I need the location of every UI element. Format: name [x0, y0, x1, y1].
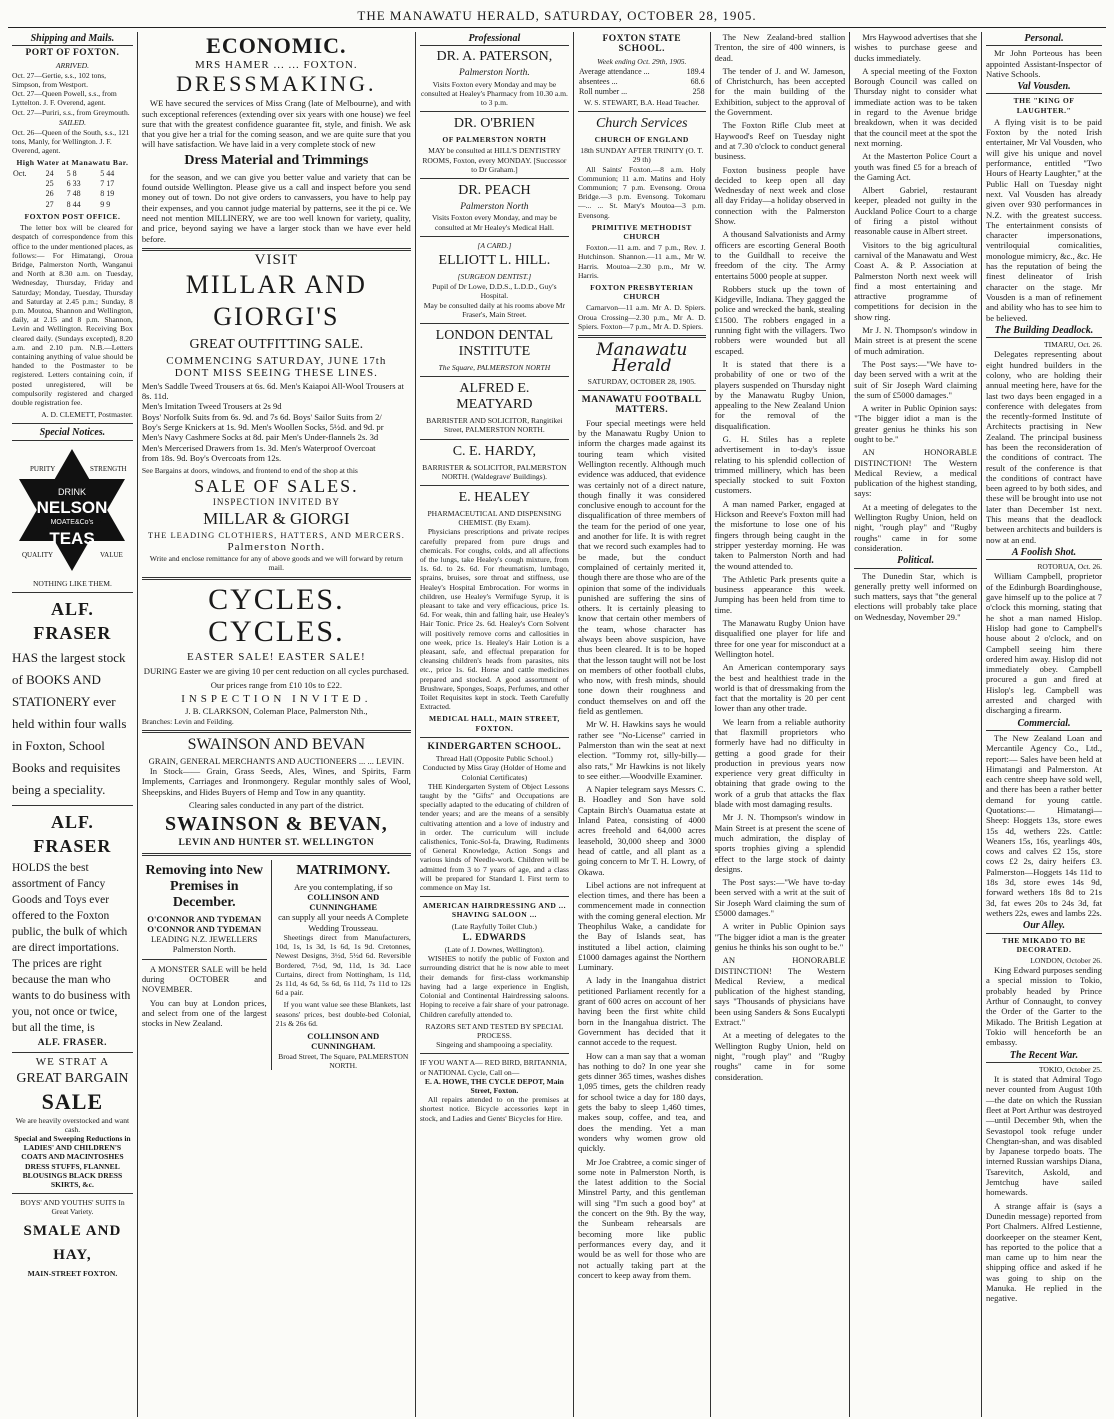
news-item: An American contemporary says the best and healthiest trade in the world is that of dressmaking from the fact that the mortality is 20 per cent lower than any other trade. [714, 662, 846, 714]
collinson: COLLINSON AND CUNNINGHAME [307, 891, 380, 913]
tea-footer: NOTHING LIKE THEM. [32, 578, 112, 588]
mikado-heading: THE MIKADO TO BE DECORATED. [1002, 935, 1086, 954]
church-england: CHURCH OF ENGLAND [594, 134, 689, 144]
clothiers: THE LEADING CLOTHIERS, HATTERS, AND MERCERS. [147, 529, 405, 540]
news-item: We learn from a reliable authority that flaxmill proprietors who formerly have had no difficulty in getting a good grade for their production in previous years now experience very great difficulty in obtaining that grade owing to the work of a grub that attacks the flax blade with most damaging results. [714, 716, 846, 810]
column-7 [982, 32, 1106, 1417]
news-item: A man named Parker, engaged at Hickson and Reeve's Foxton mill had the misfortune to lose one of his fingers through being caught in the stripper yesterday morning. He was taken to Palmerston North and had the wound attended to. [714, 498, 846, 571]
tea-teas: TEAS [49, 528, 96, 548]
tide-heading: High Water at Manawatu Bar. [16, 157, 129, 167]
crabtree-note: Mr Joe Crabtree, a comic singer of some note in Palmerston North, is the latest addition to the Social Minstrel Party, and this gentleman will sing "I'm such a good boy" at the concert on the 9th. By the way, the Sunbeam rehearsals are becoming more like public performances every day, and it would be as well for those who are not actually taking part at the concert to keep away from them. [577, 1156, 706, 1280]
dress-material: Dress Material and Trimmings [184, 152, 369, 168]
foolish-shot-heading: A Foolish Shot. [986, 548, 1102, 560]
tea-sub: MOATE&Co's [51, 518, 94, 526]
bargains-line: See Bargains at doors, windows, and frontend to end of the shop at this [141, 466, 358, 476]
razors: RAZORS SET AND TESTED BY SPECIAL PROCESS. [425, 1021, 564, 1040]
column-6 [850, 32, 982, 1417]
news-item: The Manawatu Rugby Union have disqualified one player for life and three for one year for misconduct at a Wellington hotel. [714, 618, 846, 659]
visit-label: VISIT [254, 251, 298, 268]
obrien-text: MAY be consulted at HILL'S DENTISTRY ROOMS, Foxton, every MONDAY. [Successor to Dr Graham.] [422, 146, 567, 174]
smale-hay: SMALE AND HAY, [23, 1222, 122, 1263]
herald-date: SATURDAY, OCTOBER 28, 1905. [587, 376, 696, 386]
oconnor-tydeman: O'CONNOR AND TYDEMAN O'CONNOR AND TYDEMAN [147, 913, 262, 934]
news-item: At a meeting of delegates to the Wellington Rugby Union, held on night, "rough play" and "Rugby roughs" came in for some consideration. [854, 501, 977, 553]
personal-heading: Personal. [986, 34, 1102, 46]
paterson-text: Visits Foxton every Monday and may be consulted at Healey's Pharmacy from 10.30 a.m. to 3 p.m. [420, 79, 568, 107]
news-item: The New Zealand-bred stallion Trenton, the sire of 400 winners, is dead. [714, 32, 846, 63]
bargain-a: WE STRAT A [35, 1056, 110, 1069]
attendance-row: Roll number ... 258 [578, 87, 705, 97]
obrien-pn: OF PALMERSTON NORTH [442, 135, 547, 145]
attendance-table [578, 67, 706, 98]
dr-peach: DR. PEACH [458, 183, 531, 199]
king-laughter: THE "KING OF LAUGHTER." [1013, 96, 1075, 115]
removing-notice: Removing into New Premises in December. [145, 862, 263, 910]
tea-purity: PURITY [30, 464, 56, 473]
trinity: 18th SUNDAY AFTER TRINITY (O. T. 29 th) [580, 146, 704, 165]
kg-address: Thread Hall (Opposite Public School.) [435, 754, 553, 764]
news-item: Mrs Haywood advertises that she wishes to purchase geese and ducks immediately. [854, 32, 977, 63]
news-item: The Post says:—"We have to-day been served with a writ at the suit of Sir Joseph Ward claiming the sum of £5000 damages." [854, 358, 977, 400]
presbyterian: FOXTON PRESBYTERIAN CHURCH [590, 282, 694, 302]
arrival-2: Oct. 27—Puriri, s.s., from Greymouth. [12, 107, 130, 117]
swainson-bevan-title: SWAINSON AND BEVAN [187, 735, 366, 753]
kg-text: THE Kindergarten System of Object Lessons taught by the "Gifts" and Occupations are specially adapted to the educating of children of tender years; and are the means of a sensibly cultivating attention and a love of industry and in order. The curriculum will include calisthenics, Tonic-Sol-fa, Drawing, Rudiments of General Knowledge, Action Songs and various kinds of Needle-work. Children will be admitted from 3 to 7 years of age, and a class will be prepared for Standard I. First term to commence on May 1st. [419, 781, 569, 892]
hair-sub: (Late Rayfully Toilet Club.) [451, 921, 537, 931]
deadlock-text: Delegates representing about eight hundred builders in the colony, who are holding their annual meeting here, have for the last two days been engaged in a conference with delegates from the recently-formed Institute of Architects practising in New Zealand. The principal business has been the reconsideration of the conditions of contract. The result of the conference is that the conditions of contract have been agreed to by both sides, and these will be brought into use not later than December 1st next. This means that the deadlock between architects and builders is now at an end. [986, 349, 1102, 545]
sale-lines [142, 381, 411, 463]
news-item: G. H. Stiles has a replete advertisement in to-day's issue relating to his splendid collection of trimmed millinery, which has been specially stocked to suit Foxton customers. [714, 433, 846, 496]
collinson-2: COLLINSON AND CUNNINGHAM. [307, 1031, 380, 1052]
collinson-address: Broad Street, The Square, PALMERSTON NORTH. [278, 1051, 409, 1070]
personal-text: Mr John Porteous has been appointed Assistant-Inspector of Native Schools. [986, 48, 1102, 79]
ldi-square: The Square, PALMERSTON NORTH [438, 362, 551, 372]
news-item: The tender of J. and W. Jameson, of Christchurch, has been accepted for the main building of the Exhibition, subject to the approval of the Government. [714, 65, 846, 118]
kg-by: Conducted by Miss Gray (Holder of Home and Colonial Certificates) [422, 763, 566, 782]
surgeon-dentist: [SURGEON DENTIST.] [457, 271, 532, 281]
ea-howe: E. A. HOWE, THE CYCLE DEPOT, Main Street, Foxton. [424, 1076, 564, 1095]
week-ending: Week ending Oct. 29th, 1905. [597, 56, 687, 66]
shipping-heading: Shipping and Mails. [12, 34, 133, 46]
nz-jewellers: LEADING N.Z. JEWELLERS [151, 934, 258, 945]
port-heading: PORT OF FOXTON. [25, 48, 120, 59]
meatyard: ALFRED E. MEATYARD [456, 381, 533, 413]
pres-text: Carnarvon—11 a.m. Mr A. D. Spiers. Oroua Crossing—2.30 p.m., Mr A. D. Spiers. Foxton—7 p.m., Mr A. D. Spiers. [577, 303, 706, 331]
tea-quality: QUALITY [22, 550, 54, 559]
news-item: A writer in Public Opinion says "The bigger idiot a man is the greater genius he thinks his son ought to be." [714, 921, 846, 952]
sale-line: Men's Navy Cashmere Socks at 8d. pair Men's Under-flannels 2s. 3d [141, 432, 379, 443]
howe-text: All repairs attended to on the premises at shortest notice. Bicycle accessories kept in stock, and Ladies and Gents' Bicycles for Hire. [419, 1095, 569, 1123]
alley-loc: LONDON, October 26. [1030, 955, 1102, 965]
val-text: A flying visit is to be paid Foxton by the noted Irish entertainer, Mr Val Vousden, who will give his unique and novel performance, entitled "Two Hours of Hearty Laughter," at the Public Hall on Tuesday night next. Val Vousden has already given over 930 performances in N.Z. with the greatest success. The entertainment consists of character impersonations, ventriloquial comicalities, monologue mimicry, &c., &c. He has the reputation of being the finest delineator of Irish character on the stage. Mr Vousden is a man of refinement and ability who has to see him to be believed. [986, 116, 1102, 323]
tea-drink: DRINK [58, 486, 87, 497]
paterson-pn: Palmerston North. [459, 68, 530, 79]
news-item: The Post says:—"We have to-day been served with a writ at the suit of Sir Joseph Ward claiming the sum of £5000 damages." [714, 877, 846, 919]
hawkins-note: Mr W. H. Hawkins says he would rather see "No-License" carried in Palmerston than win the seat at next election. "Tommy rot, silly-billy—also rats," Mr Hawkins is not likely to see either.—Woodville Examiner. [577, 719, 706, 781]
attendance-row: Average attendance ... 189.4 [578, 66, 705, 76]
recent-war-heading: The Recent War. [986, 1051, 1102, 1063]
matrimony-ad [272, 860, 411, 1071]
methodist: PRIMITIVE METHODIST CHURCH [591, 222, 692, 241]
outfitting-sale: GREAT OUTFITTING SALE. [189, 337, 364, 353]
tea-strength: STRENGTH [90, 464, 127, 473]
political-heading: Political. [854, 556, 977, 568]
war-text-2: A strange affair is (says a Dunedin message) reported from Port Chalmers. Alfred Lestienne, doorkeeper on the steamer Kent, has reported to the police that a man came up to him near the shipping office and asked if he was going to ship on the Manuka. He replied in the negative. [986, 1200, 1102, 1304]
attendance-row: absentees ... 68.6 [578, 77, 705, 87]
arrived-heading: ARRIVED. [55, 60, 89, 70]
special-notices-heading: Special Notices. [12, 428, 133, 440]
football-heading: MANAWATU FOOTBALL MATTERS. [581, 395, 702, 416]
swainson-stock: In Stock—— Grain, Grass Seeds, Ales, Wines, and Spirits, Farm Implements, Carriages and Ironmongery. Regular monthly sales of Wool, Sheepskins, and Hides Buyers of Hemp and Tow in any quantity. [141, 766, 411, 797]
shot-loc: ROTORUA, Oct. 26. [1037, 562, 1102, 572]
news-item: Visitors to the big agricultural carnival of the Manawatu and West Coast A. & P. Association at Palmerston North next week will find a most entertaining and attractive programme of competitions for decision in the show ring. [854, 239, 977, 322]
sailing-0: Oct. 26—Queen of the South, s.s., 121 tons, Manly, for Wellington. J. F. Overend, agent. [12, 128, 130, 156]
peach-text: Visits Foxton every Monday, and may be consulted at Mr Healey's Medical Hall. [431, 213, 557, 232]
oconnor-ad [142, 860, 272, 1071]
column-5 [711, 32, 851, 1417]
tea-value: VALUE [100, 550, 124, 559]
sale-line: from 18s. 9d. Boy's Overcoats from 12s. [141, 452, 282, 463]
sale-of-sales: SALE OF SALES. [194, 476, 359, 497]
war-text: It is stated that Admiral Togo never counted from August 10th—the date on which the Russian fleet at Port Arthur was destroyed—until December 9th, when the Sevastopol took refuge under Chengtan-shan, and was disabled by Japanese torpedo boats. The interned Russian warships Diana, Tsarevitch, Askold, and Jemtchug have sailed homewards. [986, 1074, 1102, 1198]
bottom-ads [142, 860, 411, 1071]
during-easter: DURING Easter we are giving 10 per cent reduction on all cycles purchased. Our prices range from £10 10s to £22. [143, 665, 409, 690]
bargain-list: Special and Sweeping Reductions in LADIES' AND CHILDREN'S COATS AND MACINTOSHES DRESS STUFFS, FLANNEL BLOUSINGS BLACK DRESS SKIRTS, &c. [14, 1133, 131, 1189]
meatyard-sub: BARRISTER AND SOLICITOR, Rangitikei Street, PALMERSTON NORTH. [426, 416, 563, 435]
tide-table [12, 169, 133, 210]
church-services: Church Services [595, 115, 688, 131]
easter-sale: EASTER SALE! EASTER SALE! [186, 650, 366, 663]
news-item: A thousand Salvationists and Army officers are escorting General Booth to the Guildhall to receive the freedom of the city. The Army entertains 5000 people at supper. [714, 229, 846, 281]
news-item: A special meeting of the Foxton Borough Council was called on Thursday night to consider what immediate action was to be taken in regard to the Avenue bridge breakdown, when it was decided that the council meet at the spot the next morning. [854, 65, 977, 148]
tide-row: 27 8 44 9 9 [45, 199, 111, 209]
dressmaking-text-2: for the season, and we can give you better value and variety that can be found outside Wellington. Please give us a call and inspect before you send money out of town. Do not give orders to canvassers, you have to help pay their expenses, and you cannot judge material by patterns, see it the pi ce. We need not mention MILLINERY, we are too well known for variety, quality, and price, beyond saying we have a larger stock than we have ever held before. [141, 171, 411, 244]
commercial-text: The New Zealand Loan and Mercantile Agency Co., Ltd., report:— Sales have been held at Himatangi and Palmerston. At each centre sheep have sold well, and there has been a rather better demand for young cattle. Quotations:— Himatangi—Sheep: Hoggets 13s, store ewes 15s 4d, wethers 22s. Cattle: Weaners 15s, 16s, yearlings 40s, cows and calves £2 15s, store cows £2 2s, dairy heifers £3. Palmerston—Hoggets 14s 11d to 18s 3d, store ewes 14s 9d, forward wethers 18s 8d to 21s 3d, fat ewes 20s to 24s 3d, fat wethers 22s, ewes and lambs 22s. [986, 732, 1102, 918]
medical-hall: MEDICAL HALL, MAIN STREET, FOXTON. [428, 714, 560, 733]
professional-heading: Professional [420, 34, 569, 46]
news-item: Robbers stuck up the town of Kidgeville, Indiana. They gagged the police and wrecked the bank, stealing £1500. The robbers engaged in a running fight with the villagers. Two robbers were wounded but all escaped. [714, 283, 846, 356]
branches: Branches: Levin and Feilding. [141, 716, 234, 726]
fraser2-text: HOLDS the best assortment of Fancy Goods and Toys ever offered to the Foxton public, the bulk of which are direct importations. The prices are right because the man who wants to do business with you, not once or twice, but all the time, is [12, 861, 131, 1034]
hamer-line: MRS HAMER ... ... FOXTON. [195, 59, 358, 71]
bargain-text: We are heavily overstocked and want cash. [15, 1115, 130, 1134]
mat-text: Are you contemplating, if so [293, 881, 393, 892]
news-item: A writer in Public Opinion says: "The bigger idiot a man is the greater genius he thinks his son ought to be." [854, 403, 977, 444]
fraser2-name: ALF. FRASER [33, 811, 112, 856]
inspection-invited: INSPECTION INVITED. [181, 692, 372, 705]
blankets: If you want value see these Blankets, last seasons' prices, best double-bed Colonial, 21s & 26s 6d. [275, 1000, 411, 1028]
war-loc: TOKIO, October 25. [1038, 1064, 1102, 1074]
hill-text: May be consulted daily at his rooms above Mr Fraser's, Main Street. [423, 300, 566, 319]
post-office-text: The letter box will be cleared for despatch of correspondence from this office to the under mentioned places, as follows:— For Himatangi, Oroua Bridge, Palmerston North, Wanganui and North at 8.30 a.m. on Tuesday, Wednesday, Thursday, Friday and Saturday; Monday, Tuesday, Thursday and Saturday at 2.45 p.m.; Sunday, 8 p.m. Moutoa, Shannon and Wellington, daily, at 2.15 and 8 p.m. Shannon, Levin and Wellington. Receiving Box cleared daily. (Sundays excepted), 8.20 a.m. and 2.10 p.m. N.B.—Letters containing anything of value should be handed to the Postmaster to be registered. Letters containing coin, if posted unregistered, will be compulsorily registered and charged double registration fee. [12, 223, 133, 408]
arrival-0: Oct. 27—Gertie, s.s., 102 tons, Simpson, from Westport. [12, 70, 107, 89]
edwards-sub: (Late of J. Downes, Wellington). [444, 945, 545, 955]
fraser-name: ALF. FRASER [33, 598, 112, 643]
state-school: FOXTON STATE SCHOOL. [602, 34, 682, 55]
news-item: The Athletic Park presents quite a business appearance this week. Jumping has been held from time to time. [714, 573, 846, 615]
healey-text: Physicians prescriptions and private recipes carefully prepared from pure drugs and chemicals. For coughs, colds, and all affections of the lungs, take Healey's cough mixture, from 1s. 6d. to 2s. 6d. For rheumatism, lumbago, sprains, bruises, sore throat and stiffness, use Healey's Hospital Embrocation. For worms in children, use Healey's Vermifuge Syrup, it is pleasant to take and very efficacious, price 1s. 6d. For weak, thin and falling hair, use Healey's Hair Tonic. Price 2s. 6d. Healey's Corn Solvent will positively remove corns and callosities in one week, price 1s. Healey's Hair Lotion is a pleasant, safe, and effectual preparation for cleansing children's heads from parasites, nits etc., price 1s. 6d. Horse and cattle medicines prepared and stocked. A good assortment of Brushware, Sponges, Soaps, Perfumes, and other Toilet Requisites kept in stock. Teeth Carefully Extracted. [419, 527, 569, 712]
economic-title: ECONOMIC. [206, 33, 347, 58]
clarkson: J. B. CLARKSON, Coleman Place, Palmerston Nth., [185, 706, 368, 717]
fraser-text: HAS the largest stock of BOOKS AND STATIONERY ever held within four walls in Foxton, School Books and requisites being a speciality. [12, 649, 127, 797]
news-item: It is stated that there is a probability of one or two of the players suspended on Thursday night by the Manawatu Rugby Union, appealing to the New Zealand Union for the removal of the disqualification. [714, 358, 846, 431]
fraser2-sig: ALF. FRASER. [37, 1037, 108, 1048]
elliott-hill: ELLIOTT L. HILL. [438, 252, 551, 268]
news-item: The Foxton Rifle Club meet at Haywood's Reef on Tuesday night and at 7.30 o'clock to conduct general business. [714, 120, 846, 162]
column-4 [574, 32, 711, 1417]
sale-line: Boy's Serge Knickers at 1s. 9d. Men's Woollen Socks, 5½d. and 9d. pr [141, 421, 384, 432]
news-item: AN HONORABLE DISTINCTION! The Western Medical Review, a medical publication of the highest standing, says "Thousands of physicians have been using Sanders & Sons Eucalypti Extract." [714, 955, 846, 1028]
sale-line: Men's Mercerised Drawers from 1s. 3d. Men's Waterproof Overcoat [141, 442, 376, 453]
mat-text-2: can supply all your needs A Complete Wedding Trousseau. [278, 912, 409, 933]
tea-brand: NELSON [37, 497, 108, 517]
monster-text: You can buy at London prices, and select from one of the largest stocks in New Zealand. [141, 997, 267, 1029]
tide-row: 25 6 33 7 17 [45, 179, 115, 189]
singeing: Singeing and shampooing a speciality. [436, 1040, 553, 1050]
woman-note: How can a man say that a woman has nothing to do? In one year she gets dinner 365 times, washes dishes 1,095 times, gets the children ready for school twice a day for 180 days, gets the baby to sleep 1,460 times, makes soup, coffee, and tea, and does the mending. Yet a man wonders why women grow old quickly. [577, 1050, 706, 1154]
swainson-address: LEVIN AND HUNTER ST. WELLINGTON [178, 838, 375, 849]
dr-obrien: DR. O'BRIEN [453, 116, 535, 132]
hairdressing: AMERICAN HAIRDRESSING AND ... SHAVING SALOON ... [422, 901, 566, 920]
political-text: The Dunedin Star, which is generally pretty well informed on such matters, says that "the general elections will probably take place on Wednesday, November 29." [854, 570, 977, 622]
sale-line: Men's Imitation Tweed Trousers at 2s 9d [141, 401, 282, 412]
stewart: W. S. STEWART, B.A. Head Teacher. [584, 97, 700, 107]
news-item: Albert Gabriel, restaurant keeper, pleaded not guilty in the Auckland Police Court to a charge of firing a pistol without reasonable cause in Albert street. [854, 185, 977, 237]
column-3 [416, 32, 574, 1417]
herald-title: Manawatu Herald [596, 339, 688, 376]
star-of-david-icon [12, 445, 132, 575]
monster-sale: A MONSTER SALE will be held during OCTOBER and NOVEMBER. [141, 963, 267, 995]
napier-note: A Napier telegram says Messrs C. B. Hoadley and Son have sold Captain Birch's Ouamatua estate at Inland Patea, consisting of 4000 acres freehold and 64,000 acres leasehold, 30,000 sheep and 3000 head of cattle, and all plant as a going concern to Mr T. H. Lowry, of Okawa. [577, 784, 706, 877]
meth-text: Foxton.—11 a.m. and 7 p.m., Rev. J. Hutchinson. Shannon.—11 a.m., Mr W. Harris. Moutoa—2.30 p.m., Mr W. Harris. [577, 243, 706, 280]
columns [8, 32, 1106, 1417]
hardy: C. E. HARDY, [452, 443, 537, 459]
inangahua-note: A lady in the Inangahua district petitioned Parliament recently for a grant of 600 acres on account of her having been the first white child born in the Inangahua district. The Government has decided that it cannot accede to the request. [577, 975, 706, 1048]
news-item: At a meeting of delegates to the Wellington Rugby Union, held on night, "rough play" and "Rugby roughs" came in for some consideration. [714, 1030, 846, 1082]
millar-giorgi-title: MILLAR AND GIORGI'S [185, 270, 367, 332]
inspection-by: INSPECTION INVITED BY [212, 497, 340, 508]
kindergarten-heading: KINDERGARTEN SCHOOL. [427, 741, 562, 752]
london-dental: LONDON DENTAL INSTITUTE [435, 327, 554, 359]
swainson-bevan-2: SWAINSON & BEVAN, [164, 813, 388, 836]
l-edwards: L. EDWARDS [462, 932, 527, 943]
news-item: Mr J. N. Thompson's window in Main Street is at present the scene of much admiration, the display of sports trophies giving a splendid effect to the large stock of dainty designs. [714, 812, 846, 874]
edwards-text: WISHES to notify the public of Foxton and surrounding district that he is now able to meet their demands for first-class workmanship having had a large experience in English, Colonial and Continental Hairdressing saloons. Hoping to receive a fair share of your patronage. Children carefully attended to. [419, 954, 569, 1019]
libel-note: Libel actions are not infrequent at election times, and there has been a commencement made in connection with the coming general election. Mr Theophilus Wake, a candidate for the Bay of Islands seat, has instituted a libel action, claiming £1000 damages against the Northern Luminary. [577, 879, 706, 973]
if-you-want: IF YOU WANT A— RED BIRD, BRITANNIA, or NATIONAL Cycle, Call on— [419, 1058, 567, 1077]
football-body: Four special meetings were held by the Manawatu Rugby Union to inform the charges made against its touring team which visited Wellington recently. Although much evidence was adduced, that evidence was certainly not of a direct nature, though finally it was considered conclusive enough to account for the disqualification of three members of the team for the period of one year, and another for life. It is with regret that we record such examples had to be made, but the conduct complained of certainly merited it, though there are those who are of the opinion that some of the individuals punished are suffering the sins of others. It is certainly pleasing to know that certain other members of the team, whose character has always been above suspicion, have thus been cleared. It is to be hoped that the lesson taught will not be lost on members of other football clubs, who now, with fresh minds, should tone down their roughness and conduct themselves on and off the field as gentlemen. [577, 417, 706, 717]
news-item: At the Masterton Police Court a youth was fined £5 for a breach of the Gaming Act. [854, 151, 977, 182]
dressmaking-title: DRESSMAKING. [176, 71, 377, 97]
write-remit: Write and enclose remittance for any of above goods and we will forward by return mail. [149, 554, 403, 573]
healey: E. HEALEY [458, 489, 531, 505]
our-alley-heading: Our Alley. [986, 921, 1102, 933]
sailed-heading: SAILED. [58, 117, 87, 127]
val-vousden-heading: Val Vousden. [986, 82, 1102, 94]
oconnor-pn: Palmerston North. [172, 944, 236, 955]
dr-paterson: DR. A. PATERSON, [436, 49, 553, 65]
news-item: Mr J. N. Thompson's window in Main street is at present the scene of much admiration. [854, 325, 977, 356]
boys-suits: BOYS' AND YOUTHS' SUITS In Great Variety. [20, 1198, 125, 1217]
hill-pupil: Pupil of Dr Lowe, D.D.S., L.D.D., Guy's Hospital. [432, 282, 557, 301]
dressmaking-text: WE have secured the services of Miss Crang (late of Melbourne), and with such exceptional references (extending over six years with one house) we feel sure that with the greatest confidence guarantee fit, style, and finish. We ask that you give her a trial for the coming season, and we are quite sure that you will have satisfaction. We have laid in a very complete stock of new [141, 98, 411, 150]
masthead: THE MANAWATU HERALD, SATURDAY, OCTOBER 28, 1905. [8, 8, 1106, 28]
column-1 [8, 32, 138, 1417]
a-card: [A CARD.] [477, 240, 512, 250]
sale-line: Men's Saddle Tweed Trousers at 6s. 6d. Men's Kaiapoi All-Wool Trousers at 8s. 11d. [141, 380, 404, 402]
smale-address: MAIN-STREET FOXTON. [27, 1268, 118, 1278]
dont-miss: DONT MISS SEEING THESE LINES. [174, 367, 378, 380]
column-2 [138, 32, 416, 1417]
clearing-sales: Clearing sales conducted in any part of the district. [188, 799, 364, 810]
tide-row: 26 7 48 8 19 [45, 189, 115, 199]
alley-text: King Edward purposes sending a special mission to Tokio, probably headed by Prince Arthur of Connaught, to convey the Order of the Garter to the Mikado. The British Legation at Tokio will henceforth be an embassy. [986, 965, 1102, 1048]
deadlock-heading: The Building Deadlock. [986, 326, 1102, 338]
tide-row: Oct. 24 5 8 5 44 [13, 168, 115, 178]
post-office-heading: FOXTON POST OFFICE. [24, 212, 121, 222]
hardy-sub: BARRISTER & SOLICITOR, PALMERSTON NORTH. (Waldegrave' Buildings). [422, 462, 567, 481]
millar-giorgi-2: MILLAR & GIORGI [203, 508, 350, 528]
arrival-1: Oct. 27—Queen Powell, s.s., from Lyttelton. J. F. Overend, agent. [12, 89, 117, 108]
news-item: AN HONORABLE DISTINCTION! The Western Medical Review, a medical publication of the highest standing, says: [854, 447, 977, 499]
palmerston-north: Palmerston North. [227, 540, 326, 553]
bargain-b: GREAT BARGAIN [16, 1070, 129, 1086]
deadlock-loc: TIMARU, Oct. 26. [1043, 340, 1102, 350]
nelson-tea-ad [12, 445, 133, 575]
commercial-heading: Commercial. [986, 719, 1102, 731]
eng-text: All Saints' Foxton.—8 a.m. Holy Communion; 11 a.m. Matins and Holy Communion; 7 p.m. Evensong. Oroua Bridge.—3 p.m. Evensong. Tokomaru—... ... St. Mary's Moutoa—3 p.m. Evensong. [577, 164, 706, 220]
peach-pn: Palmerston North [460, 202, 529, 213]
matrimony-title: MATRIMONY. [296, 862, 391, 878]
news-item: Foxton business people have decided to keep open all day Wednesday of next week and close all day Friday—a holiday observed in connection with the Palmerston Show. [714, 164, 846, 227]
bargain-c: SALE [41, 1088, 104, 1114]
commencing: COMMENCING SATURDAY, JUNE 17th [166, 355, 387, 368]
swainson-sub: GRAIN, GENERAL MERCHANTS AND AUCTIONEERS ... ... LEVIN. [148, 755, 404, 766]
postmaster: A. D. CLEMETT, Postmaster. [41, 410, 133, 420]
sheetings: Sheetings direct from Manufacturers, 10d, 1s, 1s 3d, 1s 6d, 1s 9d. Cretonnes, Newest Designs, 3½d, 5½d 6d. Reversible Bordered, 7½d, 9d, 11d, 1s 3d. Lace Curtains, direct from Nottingham, 1s 11d, 2s 11d, 4s 6d, 5s 6d, 6s 11d, 7s 11d to 12s 6d a pair. [275, 932, 411, 998]
healey-sub: PHARMACEUTICAL AND DISPENSING CHEMIST. (By Exam). [427, 508, 562, 528]
cycles-title: CYCLES. CYCLES. [208, 582, 345, 648]
sale-line: Boys' Norfolk Suits from 6s. 9d. and 7s 6d. Boys' Sailor Suits from 2/ [141, 411, 382, 422]
shot-text: William Campbell, proprietor of the Edinburgh Boardinghouse, gave himself up to the police at 7 o'clock this morning, stating that he shot a man named Hislop. Hislop had gone to Campbell's house about 2 o'clock, and on Campbell seeing him there ordered him away. Hislop did not immediately obey. Campbell procured a gun and fired at Hislop's leg. Campbell was arrested and charged with discharging a firearm. [986, 571, 1102, 716]
